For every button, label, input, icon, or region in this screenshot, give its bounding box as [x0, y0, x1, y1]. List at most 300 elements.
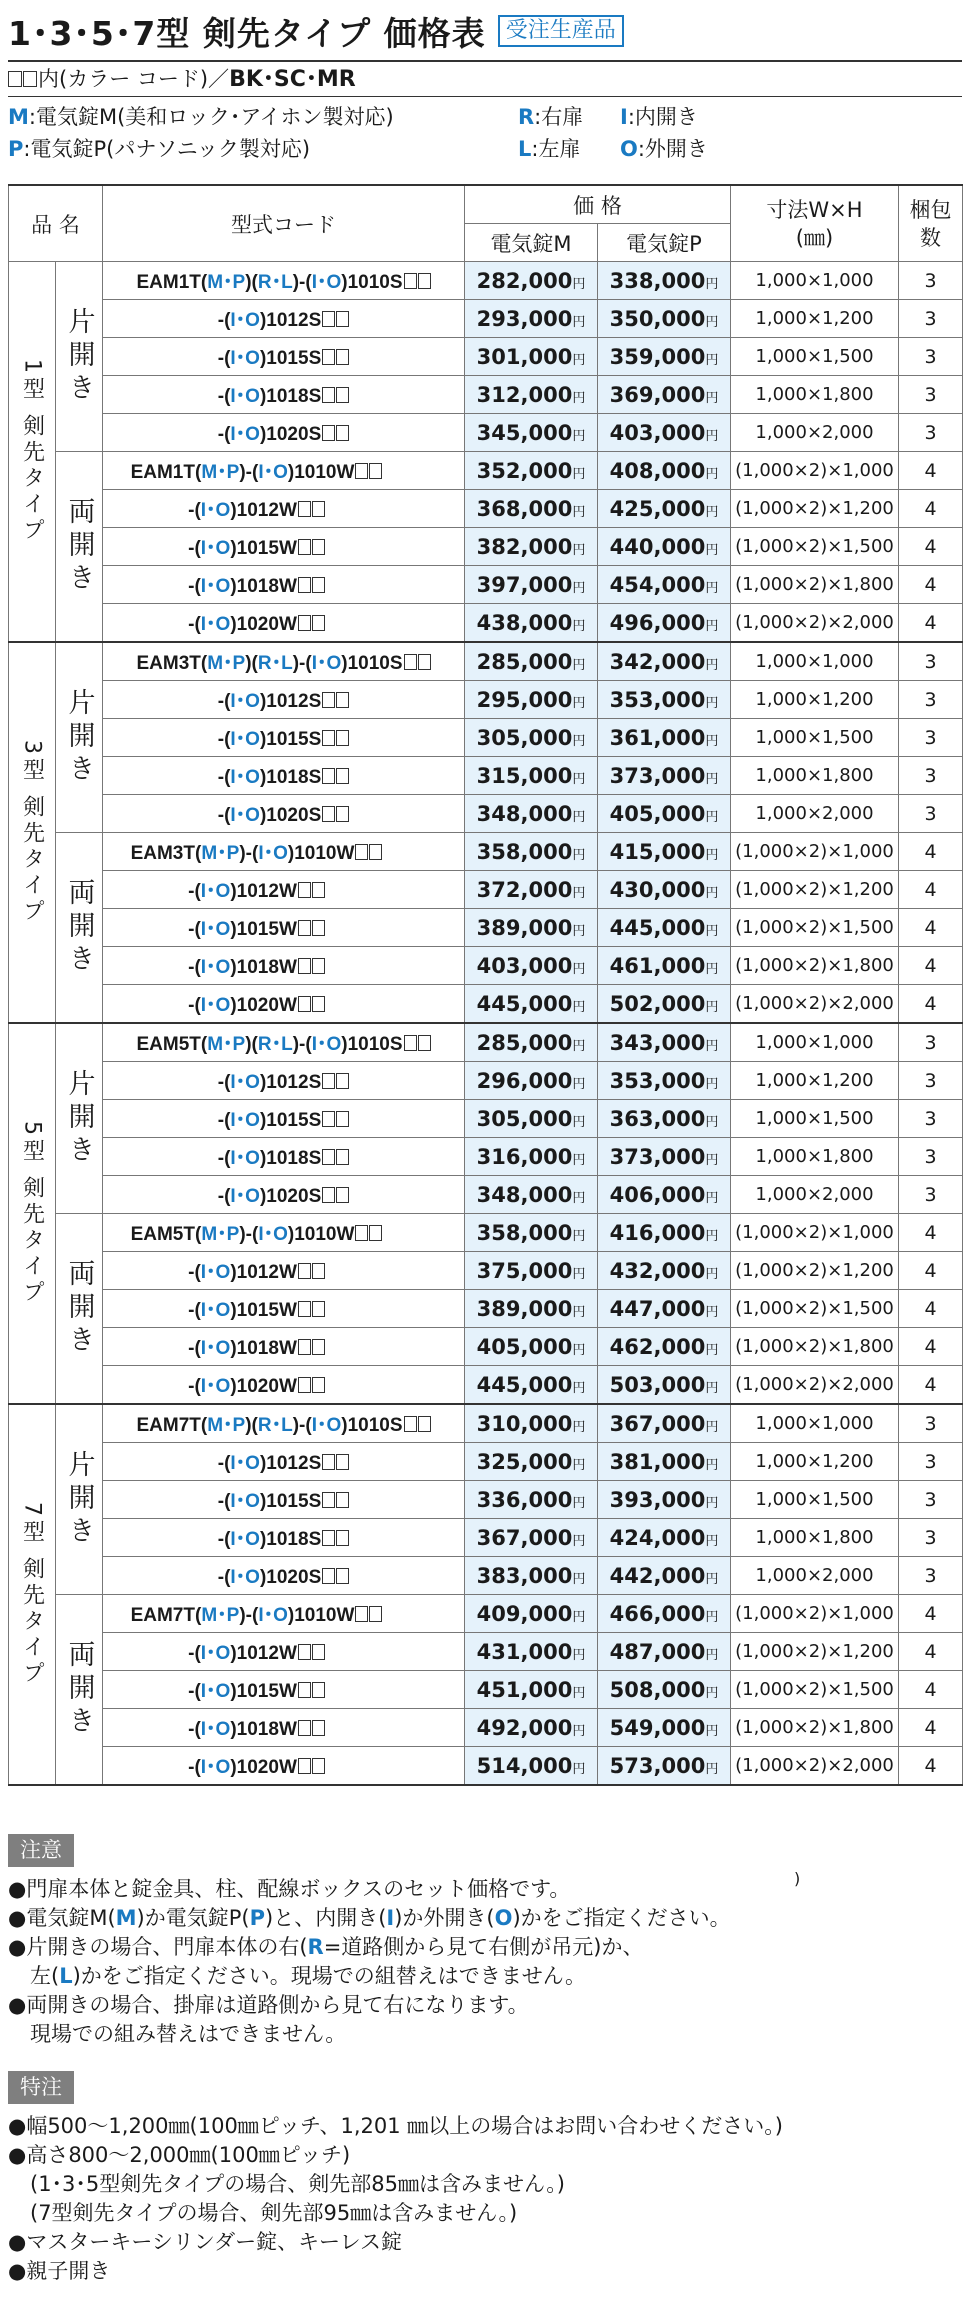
color-box-icon [355, 1225, 368, 1241]
pack-qty: 3 [899, 1519, 963, 1557]
color-box-icon [355, 844, 368, 860]
size: 1,000×1,200 [731, 1062, 899, 1100]
pack-qty: 3 [899, 1557, 963, 1595]
size: (1,000×2)×1,200 [731, 871, 899, 909]
price-m: 305,000円 [465, 719, 598, 757]
color-box-icon [322, 1492, 335, 1508]
size: (1,000×2)×1,000 [731, 452, 899, 490]
size: (1,000×2)×1,500 [731, 1290, 899, 1328]
table-row [9, 871, 963, 909]
price-p: 403,000円 [598, 414, 731, 452]
pack-qty: 3 [899, 1138, 963, 1176]
table-row [9, 985, 963, 1024]
price-m: 492,000円 [465, 1709, 598, 1747]
price-m: 348,000円 [465, 795, 598, 833]
price-m: 282,000円 [465, 262, 598, 300]
price-p: 373,000円 [598, 757, 731, 795]
caution-label: 注意 [8, 1834, 74, 1867]
color-box-icon [298, 1758, 311, 1774]
model-code: -(I･O)1012W [103, 871, 465, 909]
size: (1,000×2)×1,500 [731, 909, 899, 947]
pack-qty: 4 [899, 1709, 963, 1747]
price-m: 310,000円 [465, 1404, 598, 1443]
price-p: 381,000円 [598, 1443, 731, 1481]
price-p: 454,000円 [598, 566, 731, 604]
table-row [9, 1100, 963, 1138]
color-box-icon [298, 1263, 311, 1279]
opening-type-label: 両開き [56, 452, 103, 643]
price-m: 405,000円 [465, 1328, 598, 1366]
price-p: 343,000円 [598, 1023, 731, 1062]
color-box-icon [355, 1606, 368, 1622]
pack-qty: 4 [899, 833, 963, 871]
table-row [9, 1328, 963, 1366]
model-code: -(I･O)1012W [103, 1633, 465, 1671]
color-box-icon [336, 1187, 349, 1203]
price-m: 382,000円 [465, 528, 598, 566]
table-row [9, 262, 963, 300]
note-line: ●両開きの場合、掛扉は道路側から見て右になります。 [8, 1993, 529, 2017]
price-p: 359,000円 [598, 338, 731, 376]
size: 1,000×1,800 [731, 757, 899, 795]
price-p: 502,000円 [598, 985, 731, 1024]
price-p: 461,000円 [598, 947, 731, 985]
model-code: -(I･O)1020W [103, 985, 465, 1024]
price-m: 315,000円 [465, 757, 598, 795]
size: 1,000×1,200 [731, 681, 899, 719]
color-box-icon [298, 615, 311, 631]
model-code: -(I･O)1015S [103, 1100, 465, 1138]
model-code: -(I･O)1015W [103, 909, 465, 947]
price-p: 373,000円 [598, 1138, 731, 1176]
price-p: 369,000円 [598, 376, 731, 414]
price-m: 397,000円 [465, 566, 598, 604]
pack-qty: 3 [899, 681, 963, 719]
color-box-icon [369, 1606, 382, 1622]
size: (1,000×2)×1,800 [731, 1709, 899, 1747]
model-code: -(I･O)1012S [103, 681, 465, 719]
price-m: 383,000円 [465, 1557, 598, 1595]
size: 1,000×2,000 [731, 1557, 899, 1595]
model-code: EAM5T(M･P)-(I･O)1010W [103, 1214, 465, 1252]
size: 1,000×1,000 [731, 1023, 899, 1062]
size: (1,000×2)×1,200 [731, 1633, 899, 1671]
table-row [9, 1214, 963, 1252]
price-p: 430,000円 [598, 871, 731, 909]
model-code: -(I･O)1012S [103, 1443, 465, 1481]
note-line: ●電気錠M(M)か電気錠P(P)と、内開き(I)か外開き(O)かをご指定ください。 [8, 1906, 731, 1930]
model-code: -(I･O)1020S [103, 1176, 465, 1214]
model-code: -(I･O)1018W [103, 1709, 465, 1747]
model-code: -(I･O)1018S [103, 1519, 465, 1557]
model-code: EAM7T(M･P)(R･L)-(I･O)1010S [103, 1404, 465, 1443]
size: 1,000×1,500 [731, 1100, 899, 1138]
model-code: -(I･O)1015W [103, 528, 465, 566]
color-box-icon [322, 1530, 335, 1546]
model-code: -(I･O)1012S [103, 1062, 465, 1100]
title-row [8, 6, 962, 56]
price-p: 503,000円 [598, 1366, 731, 1405]
color-box-icon [312, 1644, 325, 1660]
color-box-icon [312, 501, 325, 517]
price-p: 367,000円 [598, 1404, 731, 1443]
color-box-icon [312, 1263, 325, 1279]
type-label: 3型 剣先タイプ [9, 642, 56, 1023]
table-row [9, 642, 963, 681]
size: 1,000×1,500 [731, 1481, 899, 1519]
opening-type-label: 片開き [56, 642, 103, 833]
color-box-icon [369, 1225, 382, 1241]
price-m: 325,000円 [465, 1443, 598, 1481]
opening-type-label: 両開き [56, 833, 103, 1024]
table-row [9, 528, 963, 566]
table-row [9, 1671, 963, 1709]
color-box-icon [322, 425, 335, 441]
model-code: EAM5T(M･P)(R･L)-(I･O)1010S [103, 1023, 465, 1062]
price-p: 442,000円 [598, 1557, 731, 1595]
opening-type-label: 片開き [56, 1023, 103, 1214]
color-box-icon [336, 311, 349, 327]
model-code: EAM1T(M･P)-(I･O)1010W [103, 452, 465, 490]
color-box-icon [404, 654, 417, 670]
price-m: 514,000円 [465, 1747, 598, 1786]
special-line: ●親子開き [8, 2259, 111, 2283]
color-box-icon [404, 273, 417, 289]
color-code-row [8, 62, 962, 96]
pack-qty: 3 [899, 719, 963, 757]
note-line: ●門扉本体と錠金具、柱、配線ボックスのセット価格です。 [8, 1877, 571, 1901]
legend [8, 97, 962, 169]
price-p: 406,000円 [598, 1176, 731, 1214]
color-box-icon [336, 730, 349, 746]
page-title: 1･3･5･7型 剣先タイプ 価格表 [8, 13, 486, 53]
color-box-icon [322, 387, 335, 403]
color-box-icon [322, 806, 335, 822]
price-m: 403,000円 [465, 947, 598, 985]
color-box-icon [336, 692, 349, 708]
legend-i: I:内開き [620, 105, 698, 129]
table-row [9, 414, 963, 452]
price-m: 438,000円 [465, 604, 598, 643]
pack-qty: 3 [899, 1443, 963, 1481]
color-box-icon [336, 425, 349, 441]
pack-qty: 4 [899, 1671, 963, 1709]
model-code: EAM3T(M･P)(R･L)-(I･O)1010S [103, 642, 465, 681]
price-m: 368,000円 [465, 490, 598, 528]
opening-type-label: 片開き [56, 1404, 103, 1595]
size: (1,000×2)×1,800 [731, 1328, 899, 1366]
color-box-icon [404, 1416, 417, 1432]
model-code: -(I･O)1012W [103, 1252, 465, 1290]
model-code: -(I･O)1018S [103, 376, 465, 414]
color-box-icon [336, 1530, 349, 1546]
size: (1,000×2)×1,500 [731, 528, 899, 566]
price-m: 293,000円 [465, 300, 598, 338]
size: (1,000×2)×2,000 [731, 604, 899, 643]
color-box-icon [322, 1111, 335, 1127]
price-p: 393,000円 [598, 1481, 731, 1519]
price-p: 405,000円 [598, 795, 731, 833]
pack-qty: 3 [899, 757, 963, 795]
color-box-icon [322, 1073, 335, 1089]
price-p: 408,000円 [598, 452, 731, 490]
size: 1,000×1,500 [731, 338, 899, 376]
pack-qty: 4 [899, 566, 963, 604]
pack-qty: 3 [899, 1100, 963, 1138]
table-row [9, 1481, 963, 1519]
price-p: 363,000円 [598, 1100, 731, 1138]
color-box-icon [336, 1454, 349, 1470]
note-line: ●片開きの場合、門扉本体の右(R=道路側から見て右側が吊元)か、 [8, 1935, 644, 1959]
price-m: 285,000円 [465, 642, 598, 681]
note-line: 現場での組み替えはできません。 [30, 2022, 347, 2046]
table-row [9, 1557, 963, 1595]
color-box-icon [369, 463, 382, 479]
table-row [9, 719, 963, 757]
color-box-icon [336, 1149, 349, 1165]
size: (1,000×2)×1,800 [731, 947, 899, 985]
pack-qty: 3 [899, 376, 963, 414]
color-box-icon [336, 349, 349, 365]
table-row [9, 1023, 963, 1062]
color-box-icon [312, 577, 325, 593]
color-box-icon [312, 1377, 325, 1393]
color-box-icon [298, 958, 311, 974]
price-m: 445,000円 [465, 1366, 598, 1405]
pack-qty: 4 [899, 909, 963, 947]
pack-qty: 4 [899, 1252, 963, 1290]
pack-qty: 3 [899, 300, 963, 338]
size: (1,000×2)×1,500 [731, 1671, 899, 1709]
pack-qty: 4 [899, 1633, 963, 1671]
model-code: -(I･O)1015W [103, 1671, 465, 1709]
size: 1,000×2,000 [731, 1176, 899, 1214]
price-p: 549,000円 [598, 1709, 731, 1747]
pack-qty: 3 [899, 414, 963, 452]
model-code: -(I･O)1012S [103, 300, 465, 338]
special-line: ●高さ800～2,000㎜(100㎜ピッチ) [8, 2143, 351, 2167]
model-code: -(I･O)1015S [103, 338, 465, 376]
size: (1,000×2)×2,000 [731, 985, 899, 1024]
price-m: 295,000円 [465, 681, 598, 719]
color-box-icon [404, 1035, 417, 1051]
color-box-icon [418, 1035, 431, 1051]
price-p: 338,000円 [598, 262, 731, 300]
color-box-icon [298, 1377, 311, 1393]
special-order-label: 特注 [8, 2071, 74, 2104]
size: (1,000×2)×1,200 [731, 490, 899, 528]
color-box-icon [312, 539, 325, 555]
type-label: 5型 剣先タイプ [9, 1023, 56, 1404]
price-m: 445,000円 [465, 985, 598, 1024]
color-box-icon [298, 882, 311, 898]
color-box-icon [322, 730, 335, 746]
color-box-icon [312, 958, 325, 974]
price-m: 358,000円 [465, 833, 598, 871]
table-row [9, 1138, 963, 1176]
price-p: 462,000円 [598, 1328, 731, 1366]
pack-qty: 4 [899, 1328, 963, 1366]
type-label: 7型 剣先タイプ [9, 1404, 56, 1785]
model-code: -(I･O)1018W [103, 1328, 465, 1366]
table-row [9, 795, 963, 833]
color-box-icon [298, 1301, 311, 1317]
price-m: 345,000円 [465, 414, 598, 452]
price-p: 445,000円 [598, 909, 731, 947]
color-box-icon [336, 1111, 349, 1127]
pack-qty: 4 [899, 1747, 963, 1786]
price-p: 350,000円 [598, 300, 731, 338]
color-box-icon [298, 1720, 311, 1736]
pack-qty: 3 [899, 1062, 963, 1100]
color-box-icon [369, 844, 382, 860]
table-row [9, 1404, 963, 1443]
color-box-icon [418, 654, 431, 670]
price-p: 508,000円 [598, 1671, 731, 1709]
price-p: 573,000円 [598, 1747, 731, 1786]
color-box-icon [312, 615, 325, 631]
table-row [9, 452, 963, 490]
size: 1,000×1,000 [731, 262, 899, 300]
price-m: 296,000円 [465, 1062, 598, 1100]
pack-qty: 4 [899, 1290, 963, 1328]
price-m: 312,000円 [465, 376, 598, 414]
price-m: 305,000円 [465, 1100, 598, 1138]
pack-qty: 3 [899, 642, 963, 681]
pack-qty: 4 [899, 947, 963, 985]
legend-m: M:電気錠M(美和ロック･アイホン製対応) [8, 105, 394, 129]
model-code: -(I･O)1015S [103, 1481, 465, 1519]
size: (1,000×2)×1,000 [731, 833, 899, 871]
price-p: 447,000円 [598, 1290, 731, 1328]
opening-type-label: 片開き [56, 262, 103, 452]
price-m: 372,000円 [465, 871, 598, 909]
color-box-icon [298, 501, 311, 517]
legend-l: L:左扉 [518, 137, 581, 161]
table-row [9, 376, 963, 414]
pack-qty: 4 [899, 452, 963, 490]
color-box-icon [336, 1568, 349, 1584]
color-box-icon [312, 1682, 325, 1698]
price-p: 361,000円 [598, 719, 731, 757]
table-row [9, 1366, 963, 1405]
price-p: 353,000円 [598, 1062, 731, 1100]
color-box-icon [298, 577, 311, 593]
note-line: 左(L)かをご指定ください。現場での組替えはできません。 [30, 1964, 587, 1988]
size: 1,000×1,800 [731, 1138, 899, 1176]
model-code: EAM3T(M･P)-(I･O)1010W [103, 833, 465, 871]
price-m: 352,000円 [465, 452, 598, 490]
price-m: 285,000円 [465, 1023, 598, 1062]
table-row [9, 338, 963, 376]
table-row [9, 757, 963, 795]
color-box-icon [298, 1339, 311, 1355]
model-code: -(I･O)1018W [103, 947, 465, 985]
table-row [9, 1176, 963, 1214]
legend-o: O:外開き [620, 137, 708, 161]
size: (1,000×2)×1,000 [731, 1214, 899, 1252]
price-p: 496,000円 [598, 604, 731, 643]
made-to-order-badge: 受注生産品 [498, 15, 624, 47]
special-line: (1･3･5型剣先タイプの場合、剣先部85㎜は含みません。) [30, 2172, 565, 2196]
table-row [9, 566, 963, 604]
price-m: 431,000円 [465, 1633, 598, 1671]
size: 1,000×1,200 [731, 1443, 899, 1481]
table-row [9, 1595, 963, 1633]
table-row [9, 833, 963, 871]
price-p: 487,000円 [598, 1633, 731, 1671]
special-line: (7型剣先タイプの場合、剣先部95㎜は含みません。) [30, 2201, 518, 2225]
table-row [9, 1519, 963, 1557]
opening-type-label: 両開き [56, 1595, 103, 1786]
color-box-icon [322, 1149, 335, 1165]
size: (1,000×2)×2,000 [731, 1747, 899, 1786]
color-box-icon [336, 768, 349, 784]
color-codes: BK･SC･MR [229, 67, 356, 92]
price-table [8, 184, 963, 1786]
size: 1,000×1,000 [731, 642, 899, 681]
size: 1,000×2,000 [731, 795, 899, 833]
price-p: 353,000円 [598, 681, 731, 719]
color-box-icon [418, 1416, 431, 1432]
color-box-icon [322, 1568, 335, 1584]
pack-qty: 4 [899, 1214, 963, 1252]
header-size: 寸法W×H (㎜) [731, 185, 899, 262]
price-m: 389,000円 [465, 909, 598, 947]
legend-p: P:電気錠P(パナソニック製対応) [8, 137, 311, 161]
price-p: 466,000円 [598, 1595, 731, 1633]
color-box-icon [355, 463, 368, 479]
price-m: 336,000円 [465, 1481, 598, 1519]
price-p: 415,000円 [598, 833, 731, 871]
color-box-icon [8, 71, 22, 87]
color-box-icon [312, 1339, 325, 1355]
price-p: 424,000円 [598, 1519, 731, 1557]
model-code: -(I･O)1012W [103, 490, 465, 528]
pack-qty: 3 [899, 338, 963, 376]
model-code: -(I･O)1020S [103, 414, 465, 452]
header-pack: 梱包 数 [899, 185, 963, 262]
size: (1,000×2)×2,000 [731, 1366, 899, 1405]
color-box-icon [322, 692, 335, 708]
header-price-m: 電気錠M [465, 224, 598, 262]
size: (1,000×2)×1,200 [731, 1252, 899, 1290]
color-box-icon [298, 996, 311, 1012]
color-box-icon [312, 1301, 325, 1317]
color-box-icon [322, 1454, 335, 1470]
color-label: 内(カラー コード)／ [38, 67, 230, 91]
table-row [9, 947, 963, 985]
size: 1,000×1,800 [731, 1519, 899, 1557]
price-m: 348,000円 [465, 1176, 598, 1214]
pack-qty: 4 [899, 604, 963, 643]
color-box-icon [336, 1073, 349, 1089]
color-box-icon [336, 1492, 349, 1508]
stray-mark: ) [794, 1869, 801, 1888]
model-code: -(I･O)1020S [103, 1557, 465, 1595]
price-m: 367,000円 [465, 1519, 598, 1557]
model-code: -(I･O)1015W [103, 1290, 465, 1328]
color-box-icon [298, 1682, 311, 1698]
price-p: 440,000円 [598, 528, 731, 566]
model-code: -(I･O)1020W [103, 604, 465, 643]
table-row [9, 1443, 963, 1481]
color-box-icon [418, 273, 431, 289]
pack-qty: 4 [899, 871, 963, 909]
price-p: 432,000円 [598, 1252, 731, 1290]
price-m: 409,000円 [465, 1595, 598, 1633]
pack-qty: 3 [899, 262, 963, 300]
